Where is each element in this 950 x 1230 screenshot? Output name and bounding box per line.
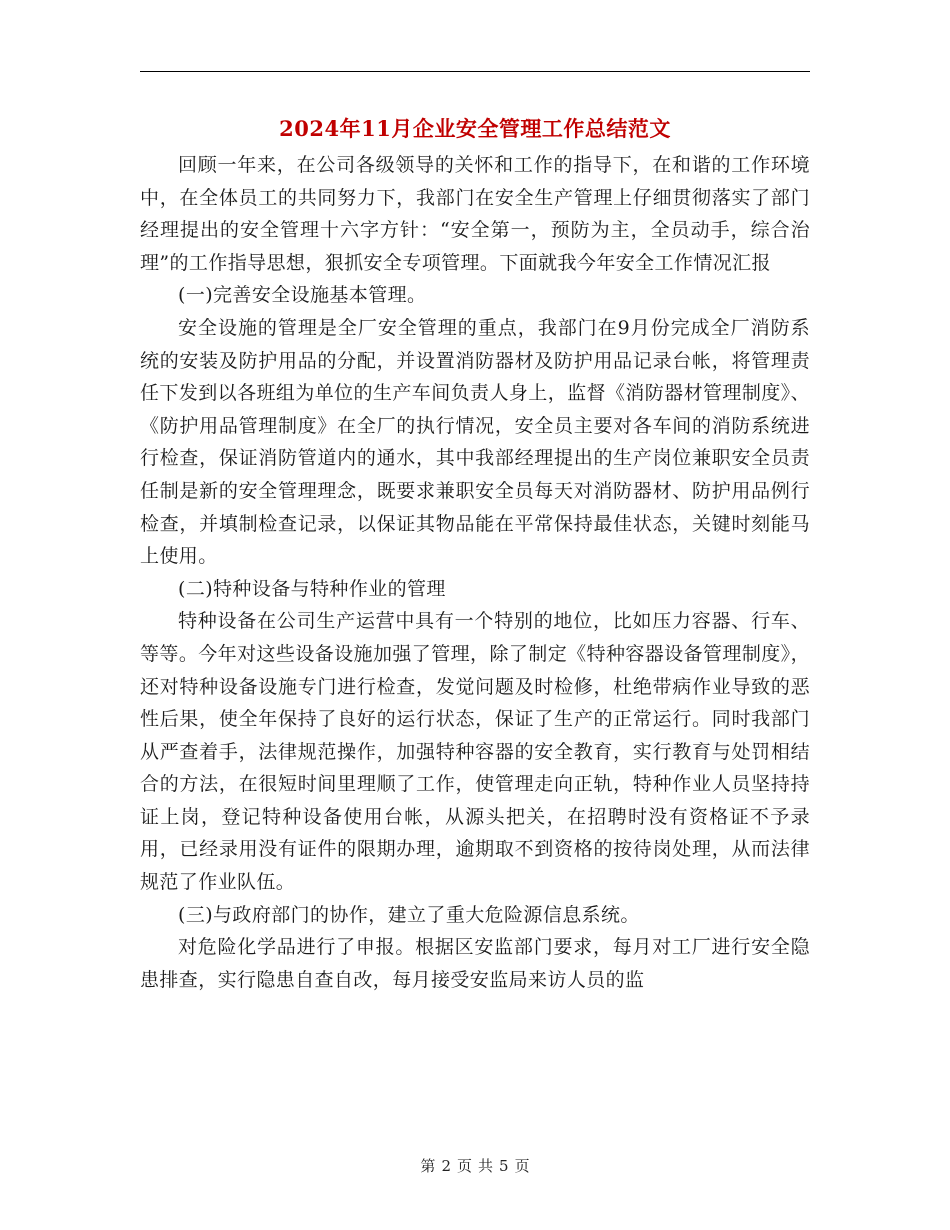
section-heading-3: (三)与政府部门的协作，建立了重大危险源信息系统。 <box>178 903 640 926</box>
footer-current-page: 2 <box>441 1157 451 1175</box>
paragraph-safety-facilities: 安全设施的管理是全厂安全管理的重点，我部门在9月份完成全厂消防系统的安装及防护用品的分配，并设置消防器材及防护用品记录台帐，将管理责任下发到以各班组为单位的生产车间负责人身上，监督《消防器材管理制度》、《防护用品管理制度》在全厂的执行情况，安全员主要对各车间的消防系统进行检查，保证消防管道内的通水，其中我部经理提出的生产岗位兼职安全员责任制是新的安全管理理念，既要求兼职安全员每天对消防器材、防护用品例行检查，并填制检查记录，以保证其物品能在平常保持最佳状态，关键时刻能马上使用。 <box>140 316 810 568</box>
footer-total-word: 共 <box>478 1157 494 1175</box>
paragraph-hazard-declaration: 对危险化学品进行了申报。根据区安监部门要求，每月对工厂进行安全隐患排查，实行隐患自查自改，每月接受安监局来访人员的监 <box>140 936 810 991</box>
paragraph-special-equipment: 特种设备在公司生产运营中具有一个特别的地位，比如压力容器、行车、等等。今年对这些设备设施加强了管理，除了制定《特种容器设备管理制度》，还对特种设备设施专门进行检查，发觉问题及时检修，杜绝带病作业导致的恶性后果，使全年保持了良好的运行状态，保证了生产的正常运行。同时我部门从严查着手，法律规范操作，加强特种容器的安全教育，实行教育与处罚相结合的方法，在很短时间里理顺了工作，使管理走向正轨，特种作业人员坚持持证上岗，登记特种设备使用台帐，从源头把关，在招聘时没有资格证不予录用，已经录用没有证件的限期办理，逾期取不到资格的按待岗处理，从而法律规范了作业队伍。 <box>140 610 810 894</box>
section-heading-1: (一)完善安全设施基本管理。 <box>178 284 427 307</box>
document-title: 2024年11月企业安全管理工作总结范文 <box>279 116 671 141</box>
footer-suffix: 页 <box>514 1157 530 1175</box>
page-footer <box>0 1155 950 1176</box>
footer-page-word: 页 <box>456 1157 472 1175</box>
footer-total-pages: 5 <box>499 1157 509 1175</box>
header-rule <box>140 71 810 72</box>
document-body <box>140 149 810 996</box>
footer-prefix: 第 <box>420 1157 436 1175</box>
paragraph-intro: 回顾一年来，在公司各级领导的关怀和工作的指导下，在和谐的工作环境中，在全体员工的共同努力下，我部门在安全生产管理上仔细贯彻落实了部门经理提出的安全管理十六字方针：“安全第一，预防为主，全员动手，综合治理”的工作指导思想，狠抓安全专项管理。下面就我今年安全工作情况汇报 <box>140 154 810 274</box>
section-heading-2: (二)特种设备与特种作业的管理 <box>178 577 446 600</box>
